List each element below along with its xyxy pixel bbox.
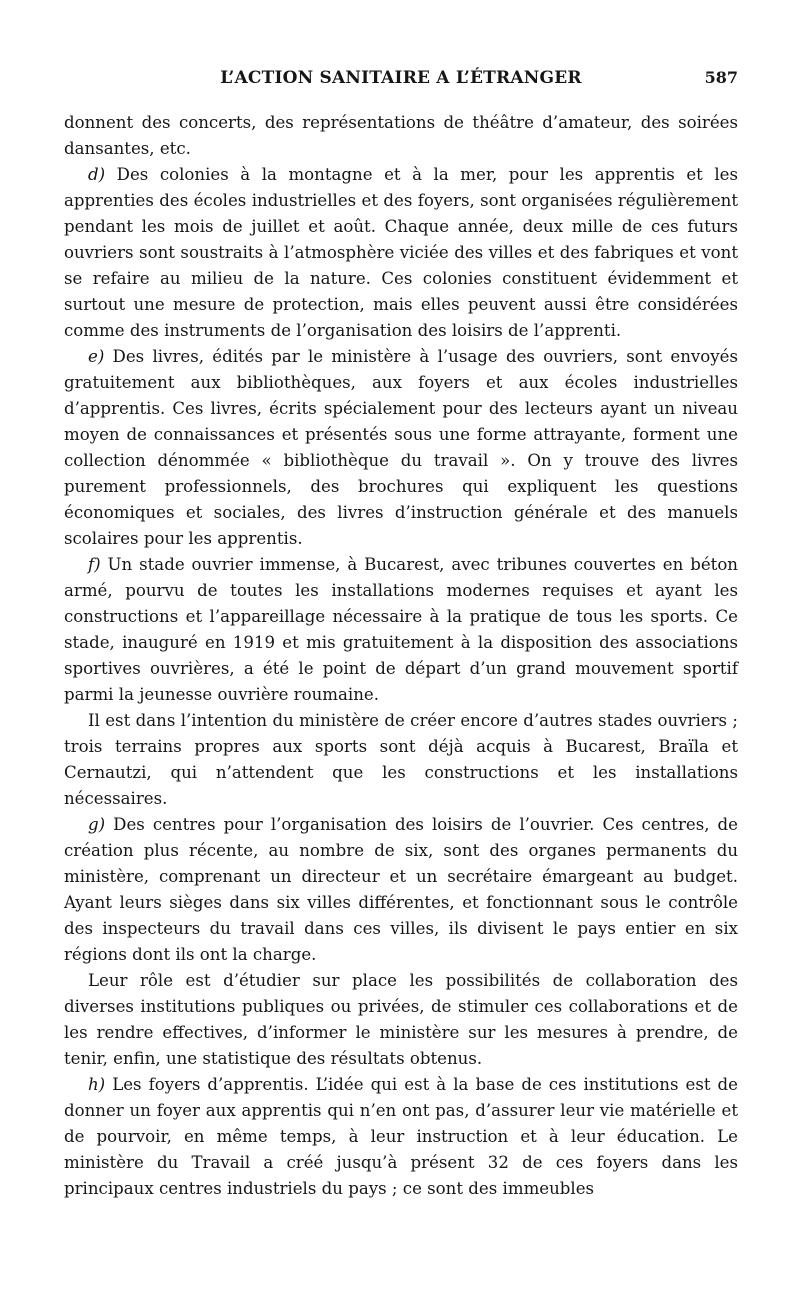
running-title: L’ACTION SANITAIRE A L’ÉTRANGER: [220, 68, 582, 88]
paragraph-g-centres: [64, 812, 738, 968]
body-text: [64, 110, 738, 1202]
list-marker: e): [88, 347, 105, 366]
paragraph-text: Leur rôle est d’étudier sur place les possibilités de collaboration des diverses institutions publiques ou privées, de stimuler ces collaborations et de les rendre effectives, d’informer le ministère sur les mesures à prendre, de tenir, enfin, une statistique des résultats obtenus.: [64, 971, 738, 1068]
page-header: [64, 68, 738, 102]
paragraph-role-centres: [64, 968, 738, 1072]
paragraph-text: Il est dans l’intention du ministère de créer encore d’autres stades ouvriers ; trois terrains propres aux sports sont déjà acquis à Bucarest, Braïla et Cernautzi, qui n’attendent que les constructions et les installations nécessaires.: [64, 711, 738, 808]
paragraph-h-foyers: [64, 1072, 738, 1202]
paragraph-text: Des livres, édités par le ministère à l’usage des ouvriers, sont envoyés gratuitement aux bibliothèques, aux foyers et aux écoles industrielles d’apprentis. Ces livres, écrits spécialement pour des lecteurs ayant un niveau moyen de connaissances et présentés sous une forme attrayante, forment une collection dénommée « bibliothèque du travail ». On y trouve des livres purement professionnels, des brochures qui expliquent les questions économiques et sociales, des livres d’instruction générale et des manuels scolaires pour les apprentis.: [64, 347, 738, 548]
list-marker: f): [88, 555, 101, 574]
paragraph-stades-ouvriers: [64, 708, 738, 812]
paragraph-text: Des centres pour l’organisation des loisirs de l’ouvrier. Ces centres, de création plus récente, au nombre de six, sont des organes permanents du ministère, comprenant un directeur et un secrétaire émargeant au budget. Ayant leurs sièges dans six villes différentes, et fonctionnant sous le contrôle des inspecteurs du travail dans ces villes, ils divisent le pays entier en six régions dont ils ont la charge.: [64, 815, 738, 964]
page-number: 587: [704, 68, 738, 87]
paragraph-text: Un stade ouvrier immense, à Bucarest, avec tribunes couvertes en béton armé, pourvu de toutes les installations modernes requises et ayant les constructions et l’appareillage nécessaire à la pratique de tous les sports. Ce stade, inauguré en 1919 et mis gratuitement à la disposition des associations sportives ouvrières, a été le point de départ d’un grand mouvement sportif parmi la jeunesse ouvrière roumaine.: [64, 555, 738, 704]
paragraph-text: Les foyers d’apprentis. L’idée qui est à la base de ces institutions est de donner un foyer aux apprentis qui n’en ont pas, d’assurer leur vie matérielle et de pourvoir, en même temps, à leur instruction et à leur éducation. Le ministère du Travail a créé jusqu’à présent 32 de ces foyers dans les principaux centres industriels du pays ; ce sont des immeubles: [64, 1075, 738, 1198]
list-marker: d): [88, 165, 106, 184]
paragraph-text: Des colonies à la montagne et à la mer, pour les apprentis et les apprenties des écoles industrielles et des foyers, sont organisées régulièrement pendant les mois de juillet et août. Chaque année, deux mille de ces futurs ouvriers sont soustraits à l’atmosphère viciée des villes et des fabriques et vont se refaire au milieu de la nature. Ces colonies constituent évidemment et surtout une mesure de protection, mais elles peuvent aussi être considérées comme des instruments de l’organisation des loisirs de l’apprenti.: [64, 165, 738, 340]
list-marker: g): [88, 815, 106, 834]
paragraph-f-stade: [64, 552, 738, 708]
paragraph-e-livres: [64, 344, 738, 552]
paragraph-d-colonies: [64, 162, 738, 344]
paragraph-text: donnent des concerts, des représentations de théâtre d’amateur, des soirées dansantes, etc.: [64, 113, 738, 158]
paragraph-continuation: [64, 110, 738, 162]
list-marker: h): [88, 1075, 106, 1094]
